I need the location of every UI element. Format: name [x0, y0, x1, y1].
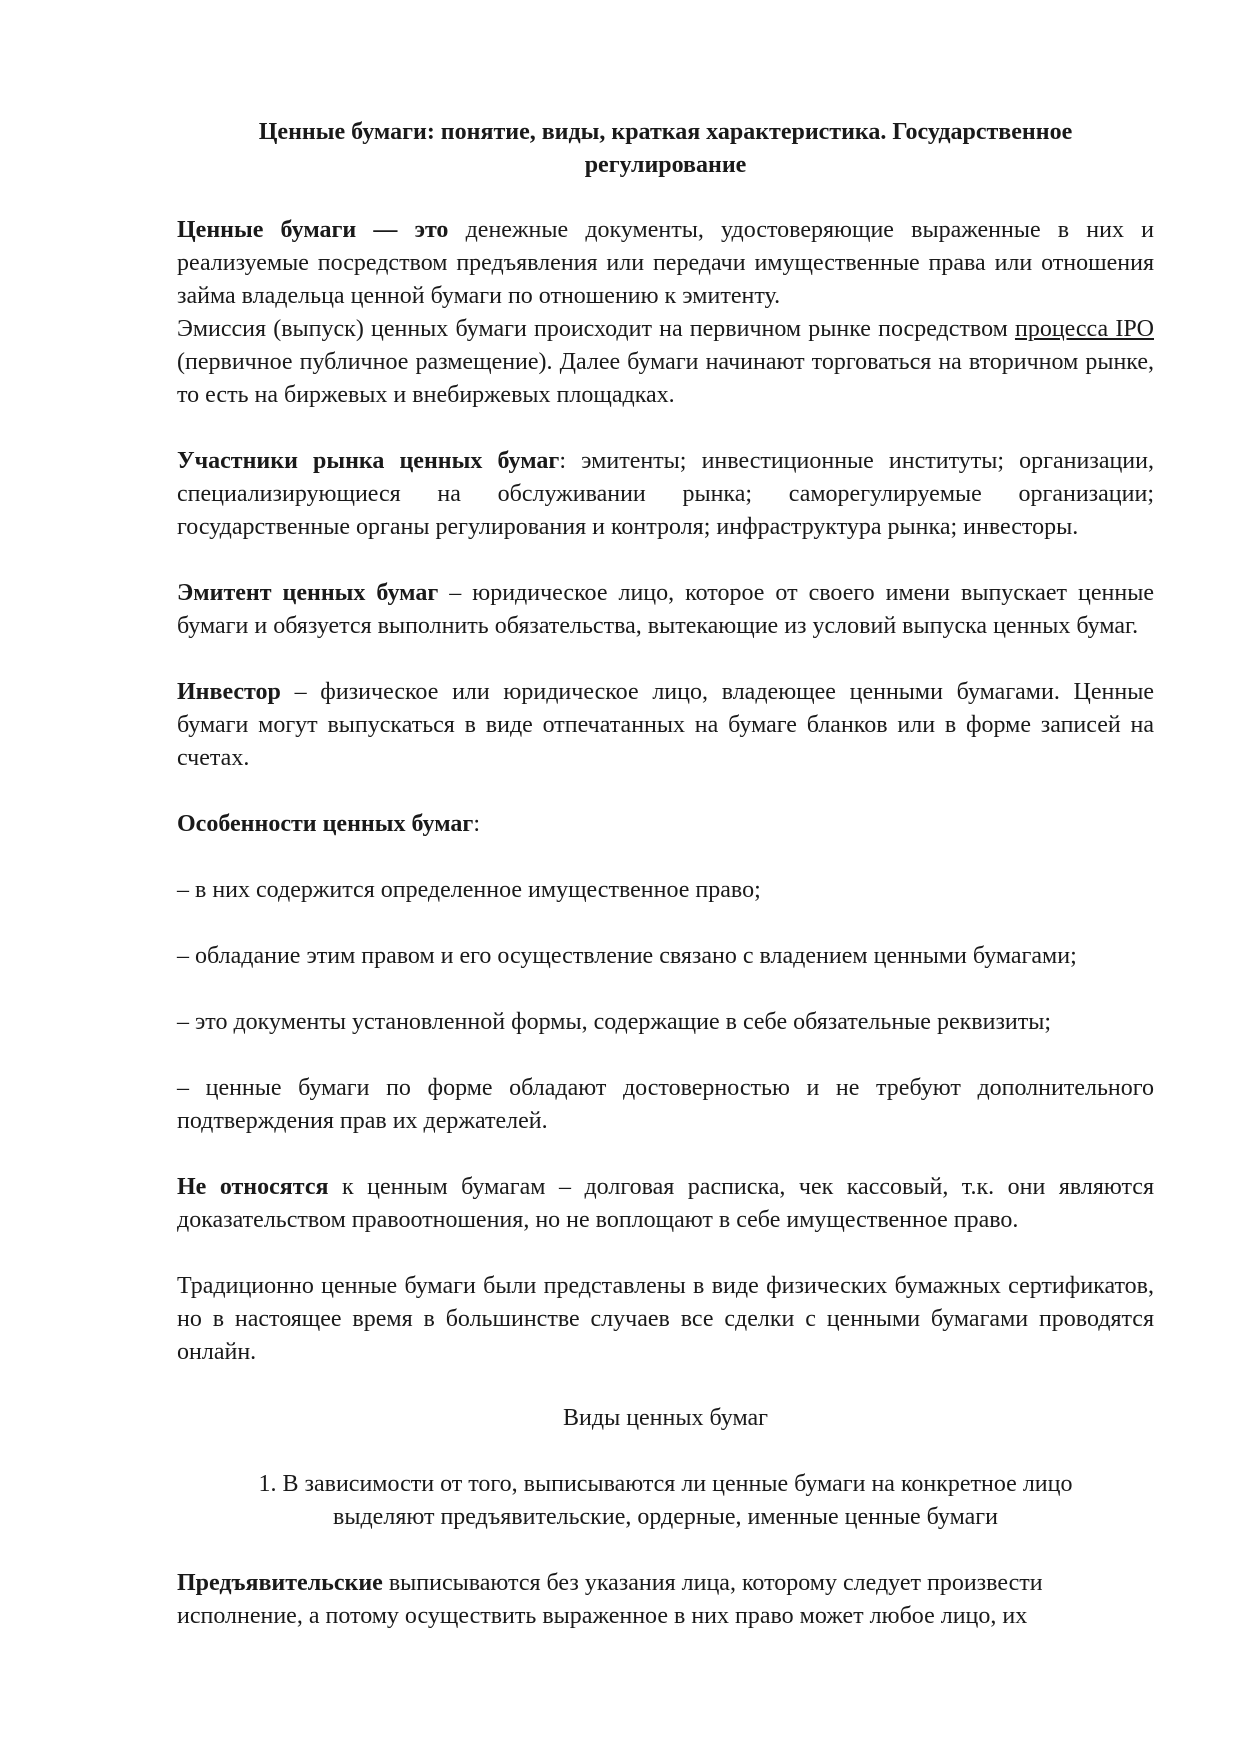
term-features: Особенности ценных бумаг: [177, 811, 474, 837]
document-title: Ценные бумаги: понятие, виды, краткая характеристика. Государственное регулирование: [258, 119, 1073, 178]
feature-item: – это документы установленной формы, содержащие в себе обязательные реквизиты;: [177, 1009, 1052, 1035]
feature-item: – обладание этим правом и его осуществление связано с владением ценными бумагами;: [177, 943, 1077, 969]
paragraph-bearer: [177, 1567, 1154, 1633]
feature-item: – ценные бумаги по форме обладают достоверностью и не требуют дополнительного подтверждения прав их держателей.: [177, 1075, 1154, 1134]
document-page: [177, 116, 1154, 1633]
paragraph-features-heading: [177, 808, 1154, 841]
paragraph-emission: [177, 313, 1154, 412]
paragraph-participants: [177, 445, 1154, 544]
paragraph-not-securities: [177, 1171, 1154, 1237]
emission-text-after: (первичное публичное размещение). Далее бумаги начинают торговаться на вторичном рынке, то есть на биржевых и внебиржевых площадках.: [177, 349, 1154, 408]
participants-text: : эмитенты; инвестиционные институты; организации, специализирующиеся на обслуживании рынка; саморегулируемые организации; государственные органы регулирования и контроля; инфраструктура рынка; инвесторы.: [177, 448, 1154, 540]
term-participants: Участники рынка ценных бумаг: [177, 448, 560, 474]
term-securities: Ценные бумаги — это: [177, 217, 449, 243]
paragraph-definition: [177, 214, 1154, 313]
section-heading: Виды ценных бумаг: [563, 1405, 768, 1431]
investor-text: – физическое или юридическое лицо, владеющее ценными бумагами. Ценные бумаги могут выпускаться в виде отпечатанных на бумаге бланков или в форме записей на счетах.: [177, 679, 1154, 771]
term-not-related: Не относятся: [177, 1174, 329, 1200]
term-issuer: Эмитент ценных бумаг: [177, 580, 439, 606]
term-bearer: Предъявительские: [177, 1570, 383, 1596]
definition-text: денежные документы, удостоверяющие выраженные в них и реализуемые посредством предъявления или передачи имущественные права или отношения займа владельца ценной бумаги по отношению к эмитенту.: [177, 217, 1154, 309]
paragraph-issuer: [177, 577, 1154, 643]
not-securities-text: к ценным бумагам – долговая расписка, чек кассовый, т.к. они являются доказательством правоотношения, но не воплощают в себе имущественное право.: [177, 1174, 1154, 1233]
paragraph-traditional: Традиционно ценные бумаги были представлены в виде физических бумажных сертификатов, но в настоящее время в большинстве случаев все сделки с ценными бумагами проводятся онлайн.: [177, 1273, 1154, 1365]
paragraph-investor: [177, 676, 1154, 775]
issuer-text: – юридическое лицо, которое от своего имени выпускает ценные бумаги и обязуется выполнить обязательства, вытекающие из условий выпуска ценных бумаг.: [177, 580, 1154, 639]
ipo-link[interactable]: процесса IPO: [1014, 316, 1154, 342]
feature-item: – в них содержится определенное имущественное право;: [177, 877, 761, 903]
list-item-1: 1. В зависимости от того, выписываются ли ценные бумаги на конкретное лицо выделяют предъявительские, ордерные, именные ценные бумаги: [258, 1471, 1073, 1530]
emission-text-before: Эмиссия (выпуск) ценных бумаги происходит на первичном рынке посредством: [177, 316, 1015, 342]
term-investor: Инвестор: [177, 679, 281, 705]
bearer-text: выписываются без указания лица, которому следует произвести исполнение, а потому осуществить выраженное в них право может любое лицо, их: [177, 1570, 1043, 1629]
features-colon: :: [473, 811, 480, 837]
